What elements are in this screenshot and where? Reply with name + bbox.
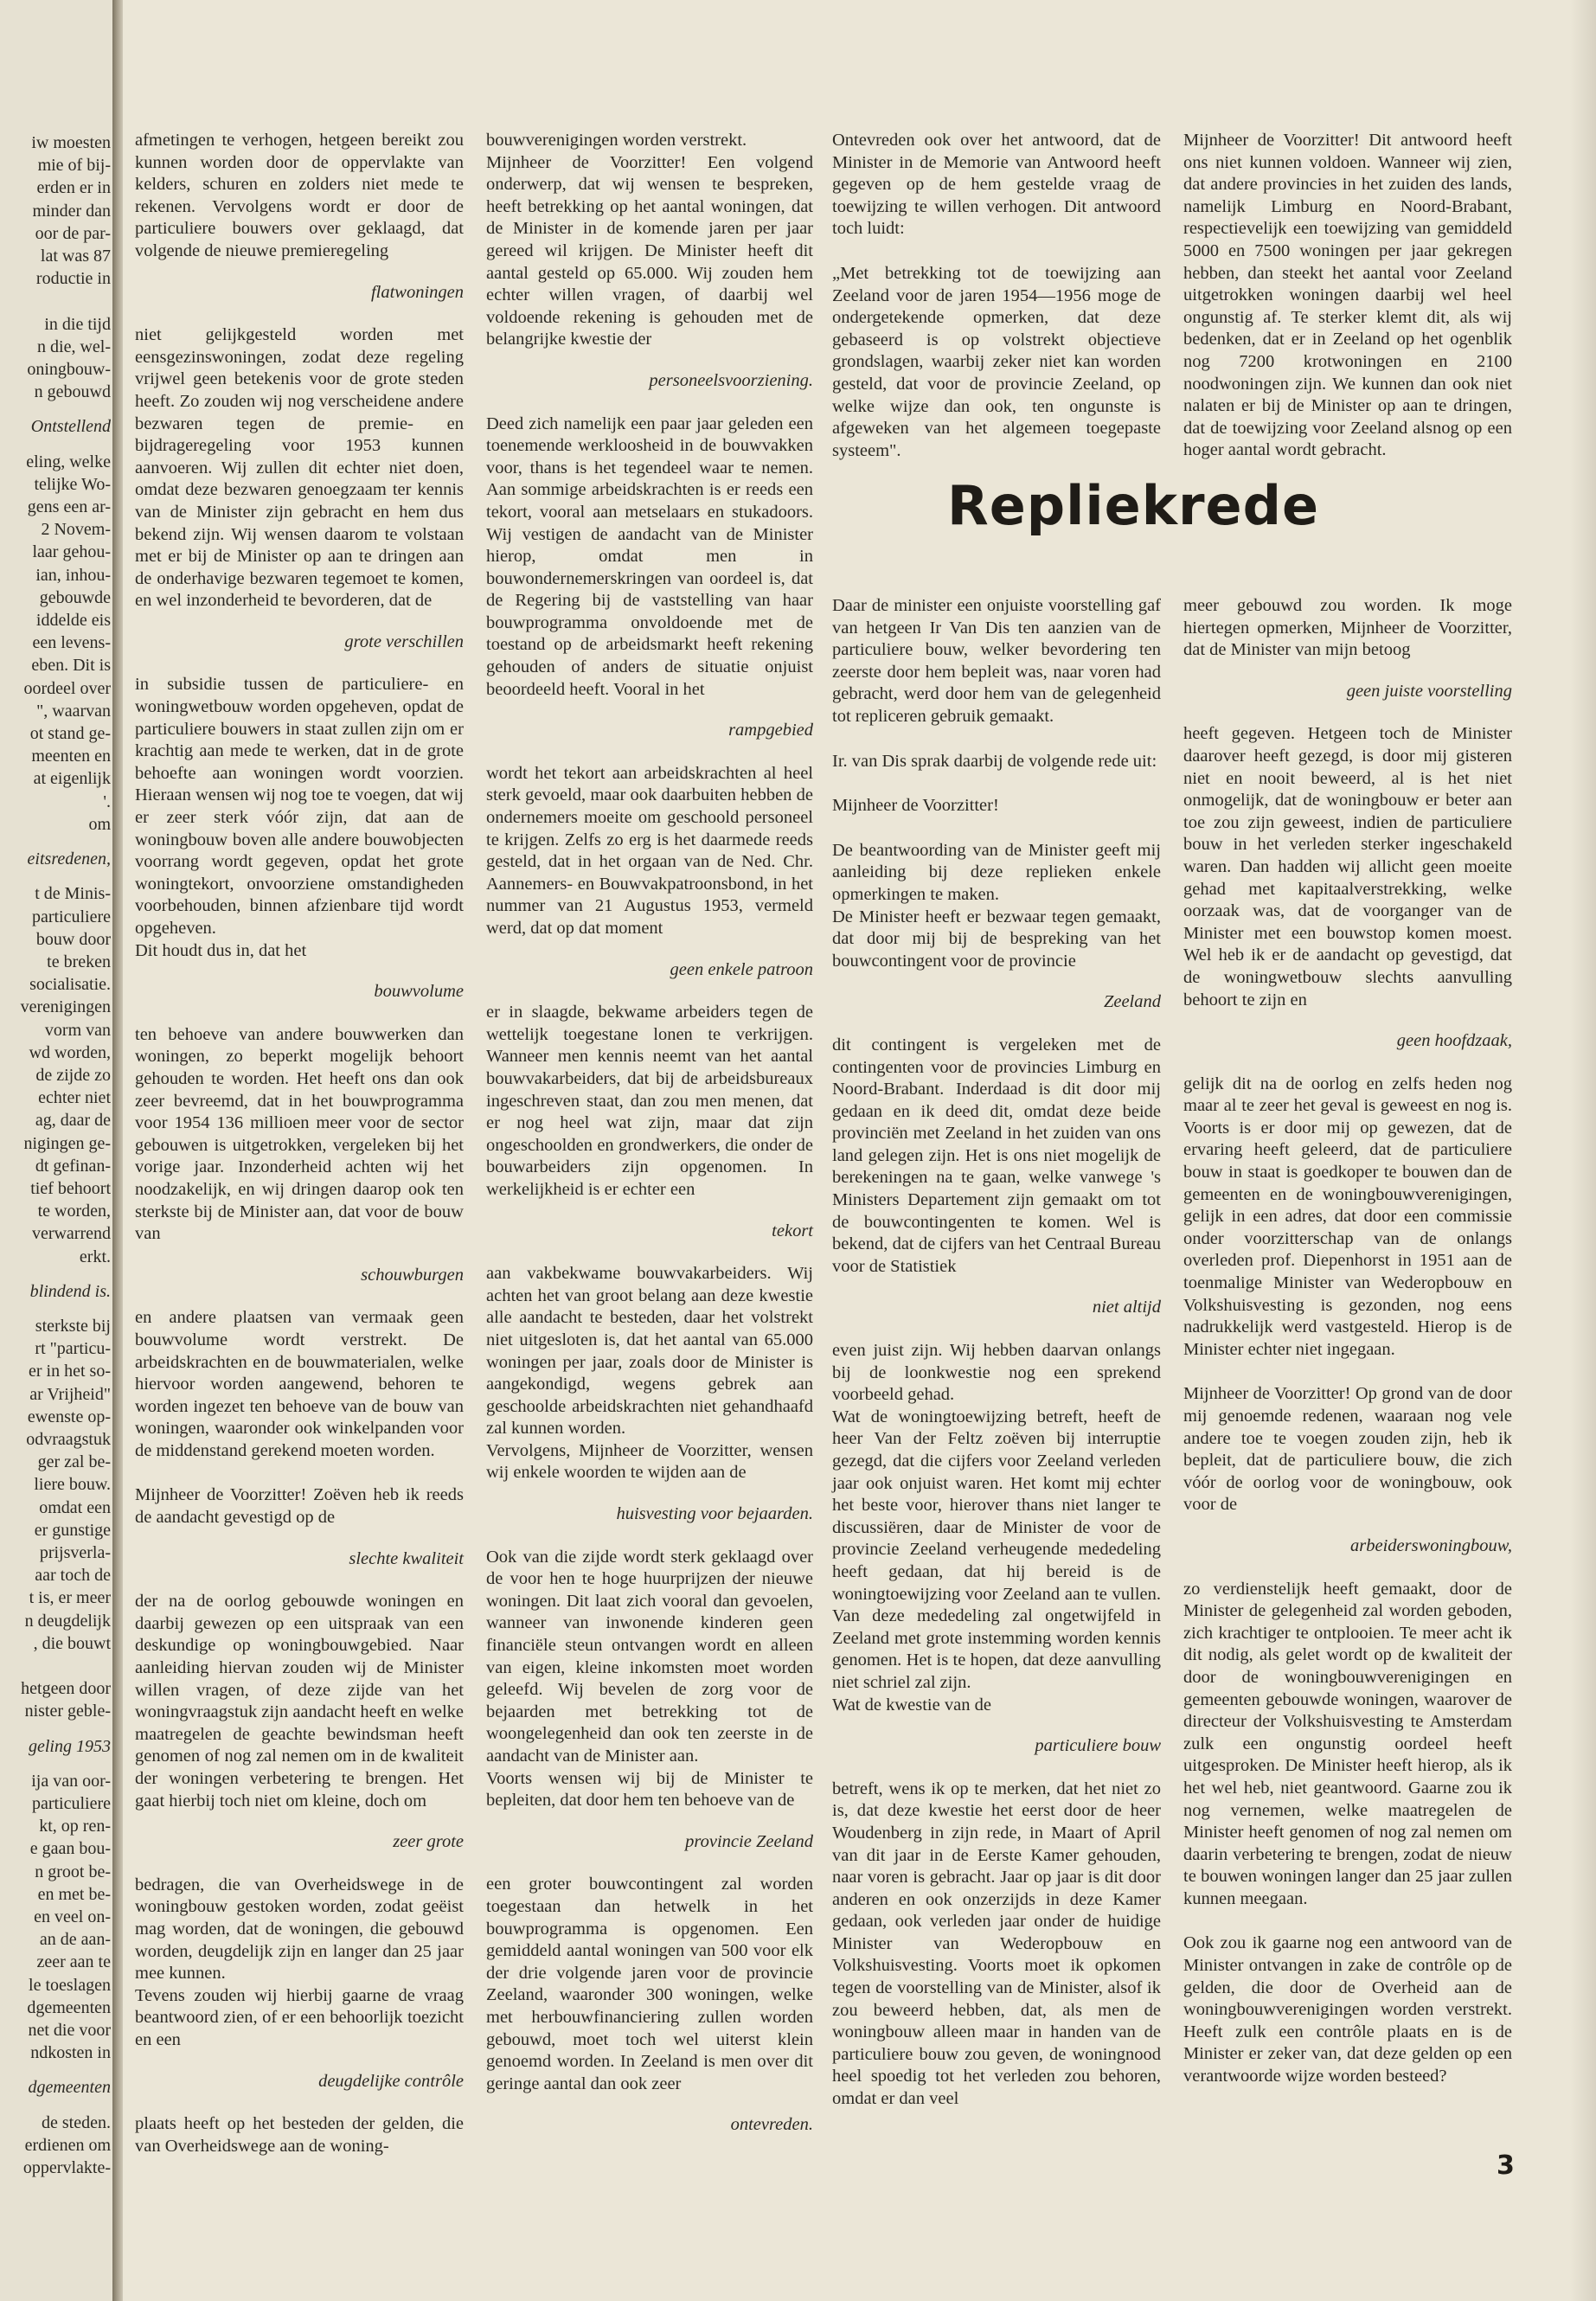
article-column-3-bottom — [832, 595, 1161, 2111]
margin-line — [0, 290, 111, 312]
subheading: zeer grote — [393, 1832, 464, 1852]
margin-line: lat was 87 — [40, 247, 111, 266]
margin-line: om — [88, 814, 111, 834]
margin-line: ian, inhou- — [35, 565, 111, 585]
margin-line: de steden. — [42, 2112, 111, 2132]
margin-line: ag, daar de — [35, 1111, 111, 1131]
margin-line: laar gehou- — [32, 542, 111, 562]
paragraph: heeft gegeven. Hetgeen toch de Minister daarover heeft gezegd, is door mij gisteren niet en nooit beweerd, al is het niet onmogelijk, dat de woningbouw er beter aan toe zou zijn geweest, indien de particuliere bouw in het verleden sterker ingeschakeld waren. Dan hadden wij allicht geen moeite gehad met kapitaalverstrekking, welke oorzaak was, dat de voorganger van de Minister met een bouwstop komen moest. Wel heb ik er de aandacht op gevestigd, dat de woningwetbouw slechts aanvulling behoort te zijn en — [1183, 724, 1512, 1009]
paragraph: Mijnheer de Voorzitter! Zoëven heb ik reeds de aandacht gevestigd op de — [135, 1485, 464, 1528]
margin-line: le toeslagen — [29, 1975, 111, 1995]
margin-line: tief behoort — [30, 1178, 111, 1198]
subheading: bouwvolume — [374, 982, 464, 1002]
article-column-4-bottom — [1183, 595, 1512, 2088]
paragraph: ten behoeve van andere bouwwerken dan woningen, zo beperkt mogelijk behoort gehouden te worden. Het heeft ons dan ook zeer bevreemd, dat in het bouwprogramma voor 1954 136 millioen meer voor de sector gebouwen is uitgetrokken, vergeleken bij het vorige jaar. Inzonderheid achten wij het noodzakelijk, en wij dringen daarop ook ten sterkste bij de Minister aan, dat voor de bouw van — [135, 1024, 464, 1244]
margin-line: verwarrend — [31, 1224, 111, 1244]
margin-line: Ontstellend — [30, 417, 111, 437]
subheading: niet altijd — [1092, 1298, 1161, 1317]
page-number: 3 — [1497, 2150, 1515, 2181]
margin-line: een levens- — [32, 633, 111, 653]
subheading: geen hoofdzaak, — [1396, 1031, 1512, 1051]
margin-line: dgemeenten — [28, 2078, 111, 2098]
margin-line: meenten en — [31, 747, 111, 766]
paragraph: Voorts wensen wij bij de Minister te bepleiten, dat door hem ten behoeve van de — [486, 1768, 813, 1811]
margin-line: en veel on- — [34, 1907, 111, 1927]
margin-line: gens een ar- — [27, 497, 111, 517]
paragraph: betreft, wens ik op te merken, dat het niet zo is, dat deze kwestie het eerst door de heer Woudenberg in zijn rede, in Maart of April van dit jaar in de Eerste Kamer gehouden, naar voren is gebracht. Jaar op jaar is dit door anderen en ook onzerzijds in deze Kamer gedaan, ook verleden jaar onder de huidige Minister van Wederopbouw en Volkshuisvesting. Voorts moet ik opkomen tegen de voorstelling van de Minister, alsof ik zou beweerd hebben, dat, als men de woningbouw alleen maar in handen van de particuliere bouw zou geven, de woningnood heel spoedig tot het verleden zou behoren, omdat er dan veel — [832, 1779, 1161, 2109]
margin-line: an de aan- — [39, 1930, 111, 1950]
margin-line: ija van oor- — [31, 1771, 111, 1791]
margin-line: nister geble- — [24, 1702, 111, 1721]
paragraph: even juist zijn. Wij hebben daarvan onlangs bij de loonkwestie nog een sprekend voorbeeld gehad. — [832, 1341, 1161, 1405]
margin-line: ", waarvan — [36, 701, 111, 721]
margin-line: te breken — [47, 952, 111, 971]
margin-line: n groot be- — [35, 1862, 111, 1881]
margin-line: echter niet — [38, 1088, 111, 1108]
margin-line: eben. Dit is — [31, 656, 111, 676]
margin-line: particuliere — [31, 1794, 111, 1814]
margin-line: 2 Novem- — [41, 520, 111, 540]
margin-line: odvraagstuk — [26, 1429, 111, 1449]
margin-line: zeer aan te — [36, 1952, 111, 1972]
margin-line: ndkosten in — [30, 2043, 111, 2063]
quotation: „Met betrekking tot de toewijzing aan Zeeland voor de jaren 1954—1956 moge de ondergetekende opmerken, dat deze gebaseerd is op volstrekt objectieve grondslagen, waarbij zeker niet kan worden gesteld, dat voor de provincie Zeeland, op welke wijze dan ook, ten ongunste is afgeweken van het algemeen toegepaste systeem". — [832, 263, 1161, 460]
paragraph: Dit houdt dus in, dat het — [135, 940, 307, 960]
subheading: schouwburgen — [361, 1265, 464, 1285]
margin-line: erdienen om — [24, 2135, 111, 2155]
article-column-1 — [135, 130, 464, 2157]
paragraph: in subsidie tussen de particuliere- en woningwetbouw worden opgeheven, opdat de particuliere bouwers in staat zullen zijn om er krachtig aan mede te werken, dat in de grote behoefte aan woningen wordt voorzien. Hieraan wensen wij nog toe te voegen, dat wij er zeer sterk vóór zijn, dat aan de woningbouw boven alle andere bouwobjecten voorrang wordt gegeven, opdat het grote woningtekort, onvoorziene omstandigheden voorbehouden, binnen afzienbare tijd wordt opgeheven. — [135, 675, 464, 938]
margin-line: sterkste bij — [35, 1316, 111, 1336]
margin-line: er in het so- — [29, 1362, 111, 1381]
margin-line: , die bouwt — [33, 1633, 111, 1653]
margin-line: t is, er meer — [29, 1588, 111, 1608]
margin-line: hetgeen door — [21, 1679, 111, 1699]
paragraph: Tevens zouden wij hierbij gaarne de vraag beantwoord zien, of er een behoorlijk toezicht en een — [135, 1985, 464, 2049]
margin-line: at eigenlijk — [33, 769, 111, 789]
margin-line: ewenste op- — [27, 1407, 111, 1426]
margin-line — [0, 1655, 111, 1677]
subheading: flatwoningen — [370, 282, 464, 302]
margin-line: de zijde zo — [35, 1065, 111, 1085]
margin-line: n die, wel- — [37, 336, 111, 356]
margin-line: ger zal be- — [37, 1452, 111, 1472]
previous-page-margin — [0, 0, 112, 2301]
article-column-4-top — [1183, 130, 1512, 462]
margin-line: er gunstige — [34, 1520, 111, 1540]
subheading: geen enkele patroon — [670, 959, 813, 979]
paragraph: De Minister heeft er bezwaar tegen gemaakt, dat door mij bij de bespreking van het bouwcontingent voor de provincie — [832, 907, 1161, 971]
subheading: personeelsvoorziening. — [649, 370, 813, 390]
paragraph: afmetingen te verhogen, hetgeen bereikt zou kunnen worden door de oppervlakte van kelders, schuren en zolders niet mede te rekenen. Vervolgens wordt er door de particuliere bouwers over geklaagd, dat volgende de nieuwe premieregeling — [135, 131, 464, 260]
margin-line: eitsredenen, — [27, 849, 111, 869]
margin-line: e gaan bou- — [29, 1839, 111, 1859]
margin-line: n deugdelijk — [24, 1611, 111, 1631]
paragraph: dit contingent is vergeleken met de contingenten voor de provincies Limburg en Noord-Brabant. Inderdaad is dit door mij gedaan en ik deed dit, omdat deze beide provinciën met Zeeland in het zuiden van ons land gelegen zijn. Het is ons niet mogelijk de berekeningen na te gaan, welke vanwege 's Ministers Departement zijn gemaakt om tot de bouwcontingenten te komen. Wel is bekend, dat de cijfers van het Centraal Bureau voor de Statistiek — [832, 1035, 1161, 1276]
margin-line: minder dan — [32, 201, 111, 221]
margin-line: eling, welke — [26, 452, 111, 471]
margin-line: dgemeenten — [27, 1997, 111, 2017]
margin-line: aar toch de — [35, 1566, 111, 1586]
margin-line: te worden, — [37, 1202, 111, 1221]
paragraph: zo verdienstelijk heeft gemaakt, door de Minister de gelegenheid zal worden geboden, zich krachtiger te ontplooien. Te meer acht ik dit nodig, als gelet wordt op de kwaliteit der door de woningbouwverenigingen en gemeenten gebouwde woningen, waarover de directeur der Volkshuisvesting te Amsterdam zulk een ongunstig oordeel heeft uitgesproken. De Minister heeft hierop, als ik het wel heb, niet geantwoord. Gaarne zou ik nog vernemen, welke maatregelen de Minister heeft genomen of nog zal nemen om daarin verbetering te brengen, zodat de nieuw te bouwen woningen langer dan 25 jaar zullen kunnen meegaan. — [1183, 1579, 1512, 1908]
margin-line: prijsverla- — [39, 1542, 111, 1562]
margin-line: roductie in — [35, 269, 111, 289]
paragraph: en andere plaatsen van vermaak geen bouwvolume wordt verstrekt. De arbeidskrachten en de bouwmaterialen, welke hiervoor worden aangewend, behoren te worden ingezet ten behoeve van de bouw van woningen, waaronder ook winkelpanden voor de middenstand gerekend moeten worden. — [135, 1308, 464, 1460]
subheading: huisvesting voor bejaarden. — [616, 1504, 813, 1524]
paragraph: plaats heeft op het besteden der gelden, die van Overheidswege aan de woning- — [135, 2114, 464, 2156]
paragraph: aan vakbekwame bouwvakarbeiders. Wij achten het van groot belang aan deze kwestie alle aandacht te besteden, daar het volstrekt niet uitgesloten is, dat het aantal van 65.000 woningen per jaar, zoals door de Minister is aangekondigd, wegens gebrek aan geschoolde arbeidskrachten niet gehandhaafd zal kunnen worden. — [486, 1264, 813, 1439]
paragraph: bouwverenigingen worden verstrekt. — [486, 131, 747, 150]
paragraph: Daar de minister een onjuiste voorstelling gaf van hetgeen Ir Van Dis ten aanzien van de particuliere bouw, welker bevordering ten zeerste door hem bepleit was, naar voren had gebracht, werd door hem van de gelegenheid tot repliceren gebruik gemaakt. — [832, 596, 1161, 726]
margin-line: kt, op ren- — [39, 1817, 111, 1836]
margin-line: dt gefinan- — [35, 1156, 111, 1176]
margin-line: en met be- — [37, 1884, 111, 1904]
subheading: deugdelijke contrôle — [318, 2071, 464, 2091]
margin-line: socialisatie. — [29, 975, 111, 995]
article-column-2 — [486, 130, 813, 2157]
margin-line: iddelde eis — [35, 611, 111, 631]
paragraph: der na de oorlog gebouwde woningen en daarbij gewezen op een uitspraak van een deskundige op woningbouwgebied. Naar aanleiding hiervan zouden wij de Minister willen vragen, of deze zijde van het woningvraagstuk zijn aandacht heeft en welke maatregelen de geachte bewindsman heeft genomen of nog zal nemen om in de kwaliteit der woningen verbetering te brengen. Het gaat hierbij toch niet om kleine, doch om — [135, 1592, 464, 1811]
paragraph: er in slaagde, bekwame arbeiders tegen de wettelijk toegestane lonen te verkrijgen. Wanneer men kennis neemt van het aantal bouwvakarbeiders, dat bij de arbeidsbureaux ingeschreven staat, dan zou men menen, dat er nog heel wat zijn, maar dat zijn ongeschoolden en grondwerkers, die onder de bouwarbeiders zijn opgenomen. In werkelijkheid is er echter een — [486, 1003, 813, 1199]
subheading: provincie Zeeland — [685, 1831, 813, 1851]
margin-line: oppervlakte- — [22, 2158, 111, 2178]
margin-line: in die tijd — [44, 314, 111, 334]
margin-line: geling 1953 — [29, 1736, 111, 1756]
margin-line: '. — [103, 792, 111, 811]
subheading: Zeeland — [1103, 992, 1161, 1012]
paragraph: Wat de woningtoewijzing betreft, heeft de heer Van der Feltz zoëven bij interruptie gezegd, dat die cijfers voor Zeeland verleden jaar ook onjuist waren. Het komt mij echter het beste voor, hierover thans niet langer te discussiëren, daar de Minister de voor de provincie Zeeland verheugende mededeling heeft gedaan, dat hij bereid is de woningtoewijzing voor Zeeland aan te vullen. Van deze mededeling zal ongetwijfeld in Zeeland met grote instemming worden kennis genomen. Het is te hopen, dat deze aanvulling niet schriel zal zijn. — [832, 1407, 1161, 1692]
paragraph: Deed zich namelijk een paar jaar geleden een toenemende werkloosheid in de bouwvakken voor, thans is het tegendeel waar te nemen. Aan sommige arbeidskrachten is er reeds een tekort, vooral aan metselaars en stukadoors. Wij vestigen de aandacht van de Minister hierop, omdat men in bouwondernemerskringen van oordeel is, dat de Regering bij de vaststelling van haar bouwprogramma onvoldoende met de toestand op de arbeidsmarkt heeft rekening gehouden of anders de situatie onjuist beoordeeld heeft. Vooral in het — [486, 413, 813, 699]
subheading: grote verschillen — [344, 631, 464, 651]
binding-fold — [112, 0, 123, 2301]
margin-line: verenigingen — [20, 997, 111, 1017]
paragraph: Ook zou ik gaarne nog een antwoord van de Minister ontvangen in zake de contrôle op de gelden, die door de Overheid aan de woningbouwverenigingen worden verstrekt. Heeft zulk een contrôle plaats en is de Minister er zeker van, dat deze gelden op een verantwoorde wijze worden besteed? — [1183, 1933, 1512, 2086]
subheading: particuliere bouw — [1035, 1736, 1161, 1756]
subheading: rampgebied — [728, 721, 813, 740]
margin-line: ot stand ge- — [29, 724, 111, 744]
margin-line: net die voor — [28, 2021, 111, 2041]
paragraph: Ontevreden ook over het antwoord, dat de Minister in de Memorie van Antwoord heeft gegeven op de hem gestelde vraag de toewijzing te willen verhogen. Dit antwoord toch luidt: — [832, 131, 1161, 239]
paragraph: Mijnheer de Voorzitter! Dit antwoord heeft ons niet kunnen voldoen. Wanneer wij zien, dat andere provincies in het zuiden des lands, namelijk Limburg en Noord-Brabant, respectievelijk een toewijzing van gemiddeld 5000 en 7500 woningen per jaar gekregen hebben, dan steekt het aantal voor Zeeland uitgetrokken woningen daarbij wel heel ongunstig af. Te sterker klemt dit, als wij bedenken, dat er in Zeeland op het ogenblik nog 7200 krotwoningen en 2100 noodwoningen zijn. We kunnen dan ook niet nalaten er bij de Minister op aan te dringen, dat de toewijzing voor Zeeland alsnog op een hoger aantal wordt gebracht. — [1183, 131, 1512, 460]
subheading: arbeiderswoningbouw, — [1350, 1535, 1512, 1555]
margin-line: mie of bij- — [37, 156, 111, 176]
paragraph: meer gebouwd zou worden. Ik moge hiertegen opmerken, Mijnheer de Voorzitter, dat de Minister van mijn betoog — [1183, 596, 1512, 660]
paragraph: Mijnheer de Voorzitter! — [832, 796, 999, 816]
paragraph: Wat de kwestie van de — [832, 1695, 991, 1715]
margin-line: omdat een — [39, 1497, 111, 1517]
paragraph: bedragen, die van Overheidswege in de woningbouw gestoken worden, zodat geëist mag worden, dat de woningen, die gebouwd worden, deugdelijk zijn en langer dan 25 jaar mee kunnen. — [135, 1875, 464, 1984]
margin-line: erden er in — [36, 178, 111, 198]
margin-line: telijke Wo- — [34, 474, 111, 494]
margin-line: wd worden, — [29, 1042, 111, 1062]
previous-page-text — [0, 131, 111, 2179]
margin-line: bouw door — [35, 929, 111, 949]
paragraph: Ir. van Dis sprak daarbij de volgende rede uit: — [832, 751, 1157, 771]
margin-line: ar Vrijheid" — [29, 1384, 111, 1404]
paragraph: een groter bouwcontingent zal worden toegestaan dan hetwelk in het bouwprogramma is opgenomen. Een gemiddeld aantal woningen van 500 voor elk der drie volgende jaren voor de provincie Zeeland, waaronder 300 woningen, welke met herbouwfinanciering zullen worden gebouwd, moet toch wel uiterst klein genoemd worden. In Zeeland is men over dit geringe aantal dan ook zeer — [486, 1875, 813, 2093]
margin-line: erkt. — [79, 1247, 111, 1266]
margin-line: gebouwde — [39, 587, 111, 607]
subheading: ontevreden. — [730, 2115, 813, 2135]
margin-line: rt "particu- — [35, 1339, 111, 1359]
paragraph: Mijnheer de Voorzitter! Een volgend onderwerp, dat wij wensen te bespreken, heeft betrekking op het aantal woningen, dat de Minister in de komende jaren per jaar gereed wil krijgen. De Minister heeft dit aantal gesteld op 65.000. Wij zouden hem echter willen vragen, of daarbij wel voldoende rekening is gehouden met de belangrijke kwestie der — [486, 152, 813, 349]
paragraph: niet gelijkgesteld worden met eensgezinswoningen, zodat deze regeling vrijwel geen betekenis voor de grote steden heeft. Zo zouden wij nog verscheidene andere bezwaren tegen de premie- en bijdrageregeling voor 1953 kunnen aanvoeren. Wij zullen dit echter niet doen, omdat deze bezwaren genoegzaam ter kennis van de Minister zijn gebracht en hem dus bekend zijn. Wij wensen daarom te volstaan met er bij de Minister op aan te dringen aan de onderhavige bezwaren tegemoet te komen, en wel inzonderheid te bevorderen, dat de — [135, 325, 464, 611]
paragraph: De beantwoording van de Minister geeft mij aanleiding bij deze replieken enkele opmerkingen te maken. — [832, 840, 1161, 904]
margin-line: t de Minis- — [35, 884, 111, 904]
subheading: geen juiste voorstelling — [1346, 681, 1512, 701]
paragraph: Mijnheer de Voorzitter! Op grond van de door mij genoemde redenen, waaraan nog vele andere toe te voegen zouden zijn, heb ik bepleit, dat de particuliere bouw, die zich vóór de oorlog voor de woningbouw, ook voor de — [1183, 1384, 1512, 1515]
paragraph: Vervolgens, Mijnheer de Voorzitter, wensen wij enkele woorden te wijden aan de — [486, 1440, 813, 1483]
margin-line: oningbouw- — [27, 360, 111, 380]
paragraph: wordt het tekort aan arbeidskrachten al heel sterk gevoeld, maar ook daarbuiten hebben de ondernemers moeite om geschoold personeel te krijgen. Zelfs zo erg is het daarmede reeds gesteld, dat in het orgaan van de Ned. Chr. Aannemers- en Bouwvakpatroonsbond, in het nummer van 21 Augustus 1953, vermeld werd, dat op dat moment — [486, 763, 813, 938]
margin-line: vorm van — [44, 1020, 111, 1040]
paragraph: Ook van die zijde wordt sterk geklaagd over de voor hen te hoge huurprijzen der nieuwe woningen. Dit laat zich vooral dan gevoelen, wanneer van inwonende kinderen geen financiële steun ontvangen wordt en alleen van eigen, kleine inkomsten moet worden geleefd. Wij bevelen de zorg voor de bejaarden met betrekking tot de woongelegenheid dan ook ten zeerste in de aandacht van de Minister aan. — [486, 1547, 813, 1766]
subheading: tekort — [772, 1221, 813, 1240]
sheet-edge — [1570, 0, 1596, 2301]
margin-line: oordeel over — [23, 678, 111, 698]
subheading: slechte kwaliteit — [349, 1548, 464, 1568]
margin-line: oor de par- — [35, 223, 111, 243]
margin-line: iw moesten — [31, 133, 111, 152]
article-column-3-top — [832, 130, 1161, 462]
margin-line: nigingen ge- — [23, 1133, 111, 1153]
paragraph: gelijk dit na de oorlog en zelfs heden nog maar al te zeer het geval is geweest en nog is. Voorts is er door mij op gewezen, dat de ervaring heeft geleerd, dat de particuliere bouw in staat is goedkoper te bouwen dan de gemeenten en de woningbouwverenigingen, gelijk in een adres, dat door een commissie onder voorzitterschap van de onlangs overleden prof. Diepenhorst in 1951 aan de toenmalige Minister van Wederopbouw en Volkshuisvesting is gezonden, nog eens nadrukkelijk werd vastgesteld. Hierop is de Minister echter niet ingegaan. — [1183, 1074, 1512, 1359]
headline: Repliekrede — [946, 474, 1319, 537]
margin-line: particuliere — [31, 907, 111, 926]
margin-line: liere bouw. — [34, 1475, 111, 1495]
margin-line: blindend is. — [29, 1281, 111, 1301]
margin-line: n gebouwd — [34, 382, 111, 402]
